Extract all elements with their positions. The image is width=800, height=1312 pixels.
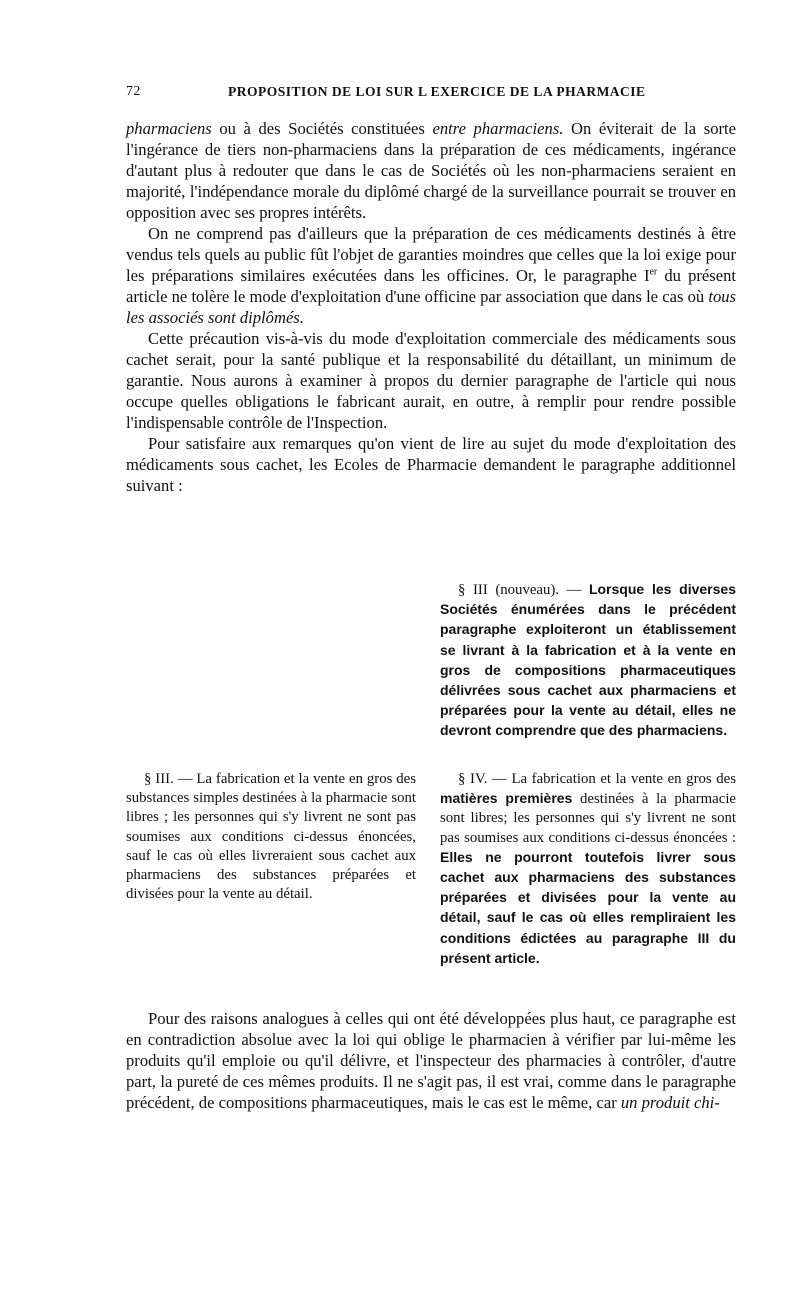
text-run: Pour satisfaire aux remarques qu'on vient de lire au sujet du mode d'exploitation des médicaments sous cachet, les Ecoles de Pharmacie demandent le paragraphe additionnel suivant : [126, 434, 736, 495]
italic-phrase: entre pharmaciens. [432, 119, 564, 138]
law-text-proposed [440, 770, 736, 969]
bold-text: matières premières [440, 790, 573, 807]
law-text-current [126, 770, 416, 904]
text-run: ou à des Sociétés constituées [211, 119, 433, 138]
paragraph-3 [126, 328, 736, 433]
italic-phrase: pharmaciens [126, 119, 212, 138]
paragraph-1 [126, 118, 736, 223]
text-run: destinées à la pharmacie sont libres; les personnes qui s'y livrent ne sont pas soumises aux conditions ci-dessus énoncées : [440, 791, 736, 846]
text-run: On ne comprend pas d'ailleurs que la préparation de ces médicaments destinés à être vendus tels quels au public fût l'objet de garanties moindres que celles que la loi exige pour les préparations similaires exécutées dans les officines. Or, le paragraphe I [126, 224, 736, 285]
text-run: Pour des raisons analogues à celles qui ont été développées plus haut, ce paragraphe est en contradiction absolue avec la loi qui oblige le pharmacien à vérifier par lui-même les produits qu'il emploie ou qu'il délivre, et l'inspecteur des pharmacies à contrôler, d'autre part, la pureté de ces mêmes produits. Il ne s'agit pas, il est vrai, comme dans le paragraphe précédent, de compositions pharmaceutiques, mais le cas est le même, car [126, 1009, 736, 1112]
paragraph-4 [126, 433, 736, 496]
page-number: 72 [126, 84, 141, 99]
main-text-lower [126, 1008, 736, 1113]
running-head [126, 84, 736, 108]
proposed-paragraph-new [440, 580, 736, 742]
text-run: Cette précaution vis-à-vis du mode d'exploitation commerciale des médicaments sous cachet serait, pour la santé publique et la responsabilité du détaillant, un minimum de garantie. Nous aurons à examiner à propos du dernier paragraphe de l'article qui nous occupe quelles obligations le fabricant aurait, en outre, à remplir pour rendre possible l'indispensable contrôle de l'Inspection. [126, 329, 736, 432]
paragraph-2 [126, 223, 736, 328]
main-text-upper [126, 118, 736, 496]
bold-text: Elles ne pourront toutefois livrer sous cachet aux pharmaciens des substances préparées et divisées pour la vente au détail, sauf le cas où elles rempliraient les conditions édictées au paragraphe III du présent article. [440, 848, 736, 966]
proposed-paragraph-text [440, 580, 736, 742]
superscript: er [649, 266, 658, 278]
italic-phrase: un produit chi- [620, 1093, 720, 1112]
bold-text: Lorsque les diverses Sociétés énumérées dans le précédent paragraphe exploiteront un établissement se livrant à la fabrication et à la vente en gros de compositions pharmaceutiques délivrées sous cachet aux pharmaciens et préparées pour la vente au détail, elles ne devront comprendre que des pharmaciens. [440, 581, 736, 739]
proposed-law-paragraph [440, 770, 736, 969]
running-title: PROPOSITION DE LOI SUR L EXERCICE DE LA PHARMACIE [228, 84, 646, 99]
section-lead: § III (nouveau). — [458, 582, 589, 598]
current-law-paragraph: § III. — La fabrication et la vente en gros des substances simples destinées à la pharmacie sont libres ; les personnes qui s'y livrent ne sont pas soumises aux conditions ci-dessus énoncées, sauf le cas où elles livreraient sous cachet aux pharmaciens des substances préparées et divisées pour la vente au détail. [126, 771, 416, 903]
italic-phrase: tous les associés sont diplômés. [126, 287, 736, 327]
text-run: du présent article ne tolère le mode d'exploitation d'une officine par association que dans le cas où [126, 266, 736, 306]
section-lead: § IV. — La fabrication et la vente en gros des [458, 771, 736, 787]
text-run: On éviterait de la sorte l'ingérance de tiers non-pharmaciens dans la préparation de ces médicaments, ingérance d'autant plus à redouter que dans le cas de Sociétés où les non-pharmaciens seraient en majorité, l'indépendance morale du diplômé chargé de la surveillance pourrait se trouver en opposition avec ses propres intérêts. [126, 119, 736, 222]
paragraph-5 [126, 1008, 736, 1113]
